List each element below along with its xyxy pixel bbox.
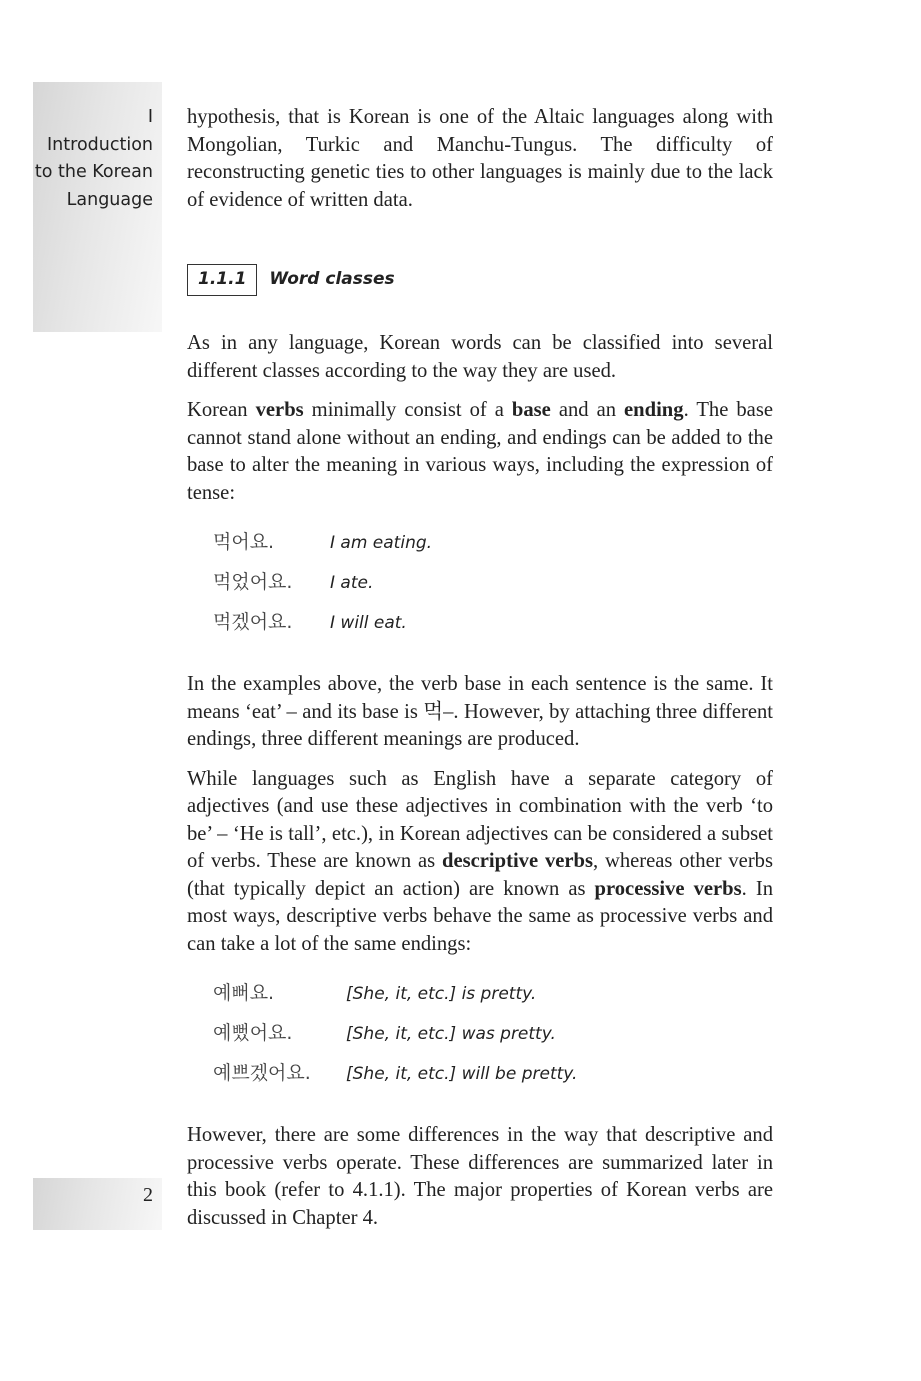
paragraph-examples-explained: In the examples above, the verb base in each sentence is the same. It means ‘eat’ – and its base is 먹–. However, by attaching three different endings, three different meanings are produced.	[187, 673, 773, 750]
example-list-pretty	[213, 980, 773, 1100]
page-number-tab	[33, 1178, 162, 1230]
text-span: . In most ways, descriptive verbs behave the same as processive verbs and can take a lot of the same endings:	[187, 877, 773, 955]
example-translation: I will eat.	[330, 613, 407, 633]
chapter-label	[35, 104, 153, 214]
term-processive-verbs: processive verbs	[594, 877, 742, 900]
example-translation: I ate.	[330, 573, 374, 593]
text-span: Korean	[187, 399, 256, 421]
text-span: and an	[550, 399, 625, 421]
text-span: minimally consist of a	[303, 399, 512, 421]
chapter-title-line3: Language	[66, 189, 153, 210]
page-number: 2	[143, 1184, 153, 1206]
section-heading	[187, 264, 773, 296]
main-text	[187, 104, 773, 1244]
example-row	[213, 569, 773, 609]
text-span: . The base cannot stand alone without an ending, and endings can be added to the base to alter the meaning in various ways, including the expression of tense:	[187, 399, 773, 504]
example-row	[213, 1060, 773, 1100]
example-korean: 먹겠어요.	[213, 611, 293, 633]
example-row	[213, 529, 773, 569]
term-descriptive-verbs: descriptive verbs	[442, 850, 593, 872]
example-list-eat	[213, 529, 773, 649]
section-number: 1.1.1	[187, 264, 257, 296]
example-korean: 예뻤어요.	[213, 1022, 293, 1044]
example-row	[213, 980, 773, 1020]
chapter-number: I	[147, 107, 153, 127]
example-korean: 먹어요.	[213, 531, 275, 553]
paragraph-word-classes: As in any language, Korean words can be classified into several different classes according to the way they are used.	[187, 332, 773, 382]
example-row	[213, 609, 773, 649]
term-base: base	[511, 399, 551, 421]
example-translation: [She, it, etc.] was pretty.	[346, 1024, 556, 1044]
example-translation: I am eating.	[330, 533, 433, 553]
example-row	[213, 1020, 773, 1060]
paragraph-verbs	[187, 397, 773, 507]
intro-paragraph: hypothesis, that is Korean is one of the Altaic languages along with Mongolian, Turkic and Manchu-Tungus. The difficulty of reconstructing genetic ties to other languages is mainly due to the lack of evidence of written data.	[187, 106, 773, 211]
example-translation: [She, it, etc.] is pretty.	[346, 984, 537, 1004]
example-korean: 예뻐요.	[213, 982, 275, 1004]
text-span: , whereas other verbs (that typically depict an action) are known as	[187, 850, 773, 900]
chapter-title-line1: Introduction	[47, 134, 153, 155]
example-korean: 먹었어요.	[213, 571, 293, 593]
paragraph-descriptive-verbs	[187, 766, 773, 959]
paragraph-differences: However, there are some differences in the way that descriptive and processive verbs operate. These differences are summarized later in this book (refer to 4.1.1). The major properties of Korean verbs are discussed in Chapter 4.	[187, 1124, 773, 1229]
example-korean: 예쁘겠어요.	[213, 1062, 311, 1084]
chapter-title-line2: to the Korean	[34, 162, 153, 182]
term-verbs: verbs	[255, 399, 304, 421]
text-span: While languages such as English have a separate category of adjectives (and use these adjectives in combination with the verb ‘to be’ – ‘He is tall’, etc.), in Korean adjectives can be considered a subset of verbs. These are known as	[187, 767, 773, 872]
chapter-tab	[33, 82, 162, 332]
section-title: Word classes	[269, 269, 395, 290]
term-ending: ending	[624, 399, 684, 421]
example-translation: [She, it, etc.] will be pretty.	[346, 1064, 578, 1084]
